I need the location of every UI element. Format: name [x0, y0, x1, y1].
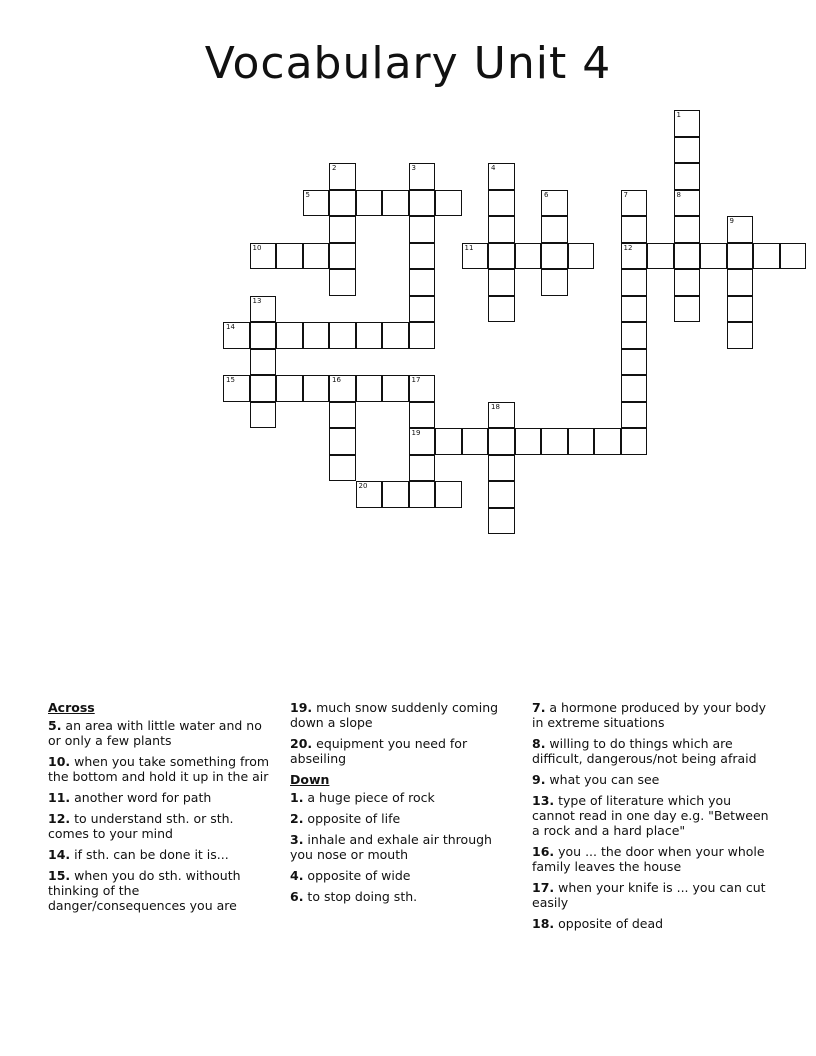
clue-number: 16: [332, 376, 341, 384]
crossword-cell[interactable]: [329, 243, 356, 270]
clue-num: 1.: [290, 790, 304, 805]
clue-text: when you take something from the bottom and hold it up in the air: [48, 754, 270, 784]
clue-number: 5: [305, 190, 310, 199]
clue-number: 13: [252, 296, 262, 305]
clues-column-2: [290, 700, 518, 910]
crossword-cell[interactable]: [568, 243, 595, 270]
crossword-cell[interactable]: [462, 243, 489, 270]
crossword-cell[interactable]: [382, 190, 409, 217]
clue-number: 8: [676, 190, 681, 199]
clue-num: 12.: [48, 811, 71, 826]
clue-num: 13.: [532, 793, 555, 808]
clue-num: 17.: [532, 880, 555, 895]
crossword-cell[interactable]: [329, 163, 356, 190]
clue-text: type of literature which you cannot read in one day e.g. "Between a rock and a hard place": [532, 793, 769, 838]
crossword-cell[interactable]: [303, 190, 330, 217]
down-clue: [290, 868, 518, 883]
crossword-cell[interactable]: [409, 269, 436, 296]
clue-num: 4.: [290, 868, 304, 883]
crossword-cell[interactable]: [568, 428, 595, 455]
clue-text: equipment you need for abseiling: [290, 736, 468, 766]
clue-num: 11.: [48, 790, 71, 805]
clue-text: if sth. can be done it is...: [70, 847, 229, 862]
clue-number: 18: [491, 402, 500, 411]
crossword-cell[interactable]: [223, 375, 250, 402]
crossword-cell[interactable]: [488, 296, 515, 323]
clue-num: 6.: [290, 889, 304, 904]
crossword-cell[interactable]: [409, 243, 436, 270]
clue-text: opposite of dead: [554, 916, 664, 931]
crossword-cell[interactable]: [409, 296, 436, 323]
down-clue: [290, 811, 518, 826]
clue-num: 5.: [48, 718, 62, 733]
crossword-cell[interactable]: [488, 216, 515, 243]
crossword-cell[interactable]: [674, 163, 701, 190]
clue-num: 9.: [532, 772, 546, 787]
crossword-cell[interactable]: [488, 428, 515, 455]
crossword-cell[interactable]: [621, 322, 648, 349]
clue-number: 6: [544, 190, 549, 199]
across-clue: [48, 790, 276, 805]
crossword-cell[interactable]: [727, 243, 754, 270]
crossword-cell[interactable]: [223, 322, 250, 349]
crossword-cell[interactable]: [621, 216, 648, 243]
clue-text: when your knife is ... you can cut easily: [532, 880, 766, 910]
clue-text: opposite of wide: [303, 868, 411, 883]
clue-number: 4: [491, 164, 496, 172]
crossword-cell[interactable]: [462, 428, 489, 455]
crossword-cell[interactable]: [329, 322, 356, 349]
crossword-cell[interactable]: [541, 243, 568, 270]
crossword-cell[interactable]: [541, 428, 568, 455]
crossword-cell[interactable]: [303, 375, 330, 402]
down-clue: [290, 790, 518, 805]
crossword-cell[interactable]: [303, 322, 330, 349]
crossword-cell[interactable]: [541, 216, 568, 243]
crossword-cell[interactable]: [409, 455, 436, 482]
crossword-cell[interactable]: [674, 243, 701, 270]
clue-text: opposite of life: [303, 811, 401, 826]
clue-num: 10.: [48, 754, 71, 769]
crossword-cell[interactable]: [621, 190, 648, 217]
crossword-cell[interactable]: [621, 243, 648, 270]
crossword-cell[interactable]: [276, 375, 303, 402]
crossword-cell[interactable]: [674, 110, 701, 137]
crossword-cell[interactable]: [250, 243, 277, 270]
crossword-cell[interactable]: [594, 428, 621, 455]
clue-text: an area with little water and no or only a few plants: [48, 718, 262, 748]
clue-num: 14.: [48, 847, 71, 862]
crossword-cell[interactable]: [409, 428, 436, 455]
crossword-cell[interactable]: [329, 216, 356, 243]
clue-number: 15: [226, 376, 235, 384]
crossword-cell[interactable]: [753, 243, 780, 270]
clue-number: 19: [411, 429, 421, 437]
down-clue: [532, 916, 772, 931]
across-clue: [48, 868, 276, 913]
down-clue: [290, 889, 518, 904]
crossword-cell[interactable]: [409, 375, 436, 402]
crossword-cell[interactable]: [250, 349, 277, 376]
down-clue: [532, 793, 772, 838]
crossword-cell[interactable]: [329, 190, 356, 217]
crossword-cell[interactable]: [409, 190, 436, 217]
crossword-cell[interactable]: [488, 481, 515, 508]
across-clue: [48, 754, 276, 784]
crossword-cell[interactable]: [382, 375, 409, 402]
clue-text: willing to do things which are difficult, dangerous/not being afraid: [532, 736, 757, 766]
crossword-cell[interactable]: [674, 137, 701, 164]
clue-number: 10: [252, 243, 262, 252]
crossword-cell[interactable]: [356, 190, 383, 217]
crossword-cell[interactable]: [356, 481, 383, 508]
across-clue: [290, 700, 518, 730]
clue-text: another word for path: [70, 790, 212, 805]
crossword-cell[interactable]: [382, 481, 409, 508]
crossword-cell[interactable]: [727, 216, 754, 243]
crossword-cell[interactable]: [515, 243, 542, 270]
clue-text: inhale and exhale air through you nose or mouth: [290, 832, 492, 862]
clue-number: 3: [411, 164, 416, 172]
across-heading: Across: [48, 700, 95, 715]
crossword-cell[interactable]: [409, 402, 436, 429]
clue-text: much snow suddenly coming down a slope: [290, 700, 499, 730]
clue-num: 7.: [532, 700, 546, 715]
crossword-cell[interactable]: [250, 296, 277, 323]
clue-text: a hormone produced by your body in extreme situations: [532, 700, 767, 730]
clue-number: 7: [623, 190, 628, 199]
crossword-cell[interactable]: [488, 508, 515, 535]
clue-number: 2: [332, 164, 337, 172]
crossword-cell[interactable]: [727, 269, 754, 296]
crossword-cell[interactable]: [435, 481, 462, 508]
clue-text: to understand sth. or sth. comes to your mind: [48, 811, 234, 841]
crossword-cell[interactable]: [674, 190, 701, 217]
crossword-cell[interactable]: [621, 428, 648, 455]
clues-column-1: [48, 700, 276, 919]
crossword-cell[interactable]: [727, 322, 754, 349]
crossword-cell[interactable]: [488, 455, 515, 482]
crossword-cell[interactable]: [621, 349, 648, 376]
clue-number: 1: [676, 111, 681, 119]
clue-number: 9: [729, 217, 734, 225]
clue-text: a huge piece of rock: [303, 790, 435, 805]
crossword-cell[interactable]: [541, 190, 568, 217]
crossword-cell[interactable]: [780, 243, 807, 270]
across-clue: [290, 736, 518, 766]
down-clue: [532, 736, 772, 766]
crossword-cell[interactable]: [621, 269, 648, 296]
crossword-cell[interactable]: [488, 190, 515, 217]
crossword-cell[interactable]: [435, 428, 462, 455]
crossword-cell[interactable]: [329, 402, 356, 429]
clue-num: 3.: [290, 832, 304, 847]
down-heading: Down: [290, 772, 330, 787]
crossword-cell[interactable]: [409, 322, 436, 349]
crossword-cell[interactable]: [356, 375, 383, 402]
clue-num: 18.: [532, 916, 555, 931]
crossword-cell[interactable]: [329, 269, 356, 296]
crossword-cell[interactable]: [488, 402, 515, 429]
crossword-cell[interactable]: [329, 428, 356, 455]
down-clue: [532, 772, 772, 787]
crossword-cell[interactable]: [250, 322, 277, 349]
across-clue: [48, 811, 276, 841]
crossword-cell[interactable]: [329, 375, 356, 402]
crossword-cell[interactable]: [674, 216, 701, 243]
crossword-cell[interactable]: [303, 243, 330, 270]
page-title: Vocabulary Unit 4: [204, 38, 612, 89]
down-clue: [290, 832, 518, 862]
crossword-cell[interactable]: [409, 163, 436, 190]
crossword-cell[interactable]: [488, 243, 515, 270]
clue-num: 15.: [48, 868, 71, 883]
crossword-cell[interactable]: [674, 296, 701, 323]
crossword-cell[interactable]: [250, 375, 277, 402]
clue-text: what you can see: [545, 772, 660, 787]
clue-num: 2.: [290, 811, 304, 826]
crossword-cell[interactable]: [435, 190, 462, 217]
clue-number: 20: [358, 482, 368, 490]
clue-num: 20.: [290, 736, 313, 751]
down-clue: [532, 880, 772, 910]
across-clue: [48, 718, 276, 748]
down-clue: [532, 700, 772, 730]
clue-num: 8.: [532, 736, 546, 751]
crossword-cell[interactable]: [674, 269, 701, 296]
clue-number: 14: [226, 323, 235, 331]
clue-text: you ... the door when your whole family leaves the house: [532, 844, 765, 874]
crossword-cell[interactable]: [276, 243, 303, 270]
clues-column-3: [532, 700, 772, 937]
crossword-cell[interactable]: [276, 322, 303, 349]
crossword-cell[interactable]: [621, 402, 648, 429]
crossword-cell[interactable]: [329, 455, 356, 482]
crossword-cell[interactable]: [409, 481, 436, 508]
down-clue: [532, 844, 772, 874]
clue-num: 19.: [290, 700, 313, 715]
crossword-cell[interactable]: [488, 163, 515, 190]
crossword-cell[interactable]: [250, 402, 277, 429]
clue-num: 16.: [532, 844, 555, 859]
clue-text: to stop doing sth.: [303, 889, 418, 904]
crossword-cell[interactable]: [621, 375, 648, 402]
clue-number: 12: [623, 243, 633, 252]
crossword-cell[interactable]: [727, 296, 754, 323]
crossword-cell[interactable]: [621, 296, 648, 323]
clue-number: 17: [411, 376, 421, 384]
crossword-cell[interactable]: [515, 428, 542, 455]
crossword-cell[interactable]: [488, 269, 515, 296]
across-clue: [48, 847, 276, 862]
crossword-cell[interactable]: [647, 243, 674, 270]
crossword-cell[interactable]: [700, 243, 727, 270]
clue-number: 11: [464, 243, 474, 252]
crossword-cell[interactable]: [541, 269, 568, 296]
crossword-cell[interactable]: [382, 322, 409, 349]
crossword-cell[interactable]: [409, 216, 436, 243]
crossword-cell[interactable]: [356, 322, 383, 349]
clue-text: when you do sth. withouth thinking of the danger/consequences you are: [48, 868, 241, 913]
